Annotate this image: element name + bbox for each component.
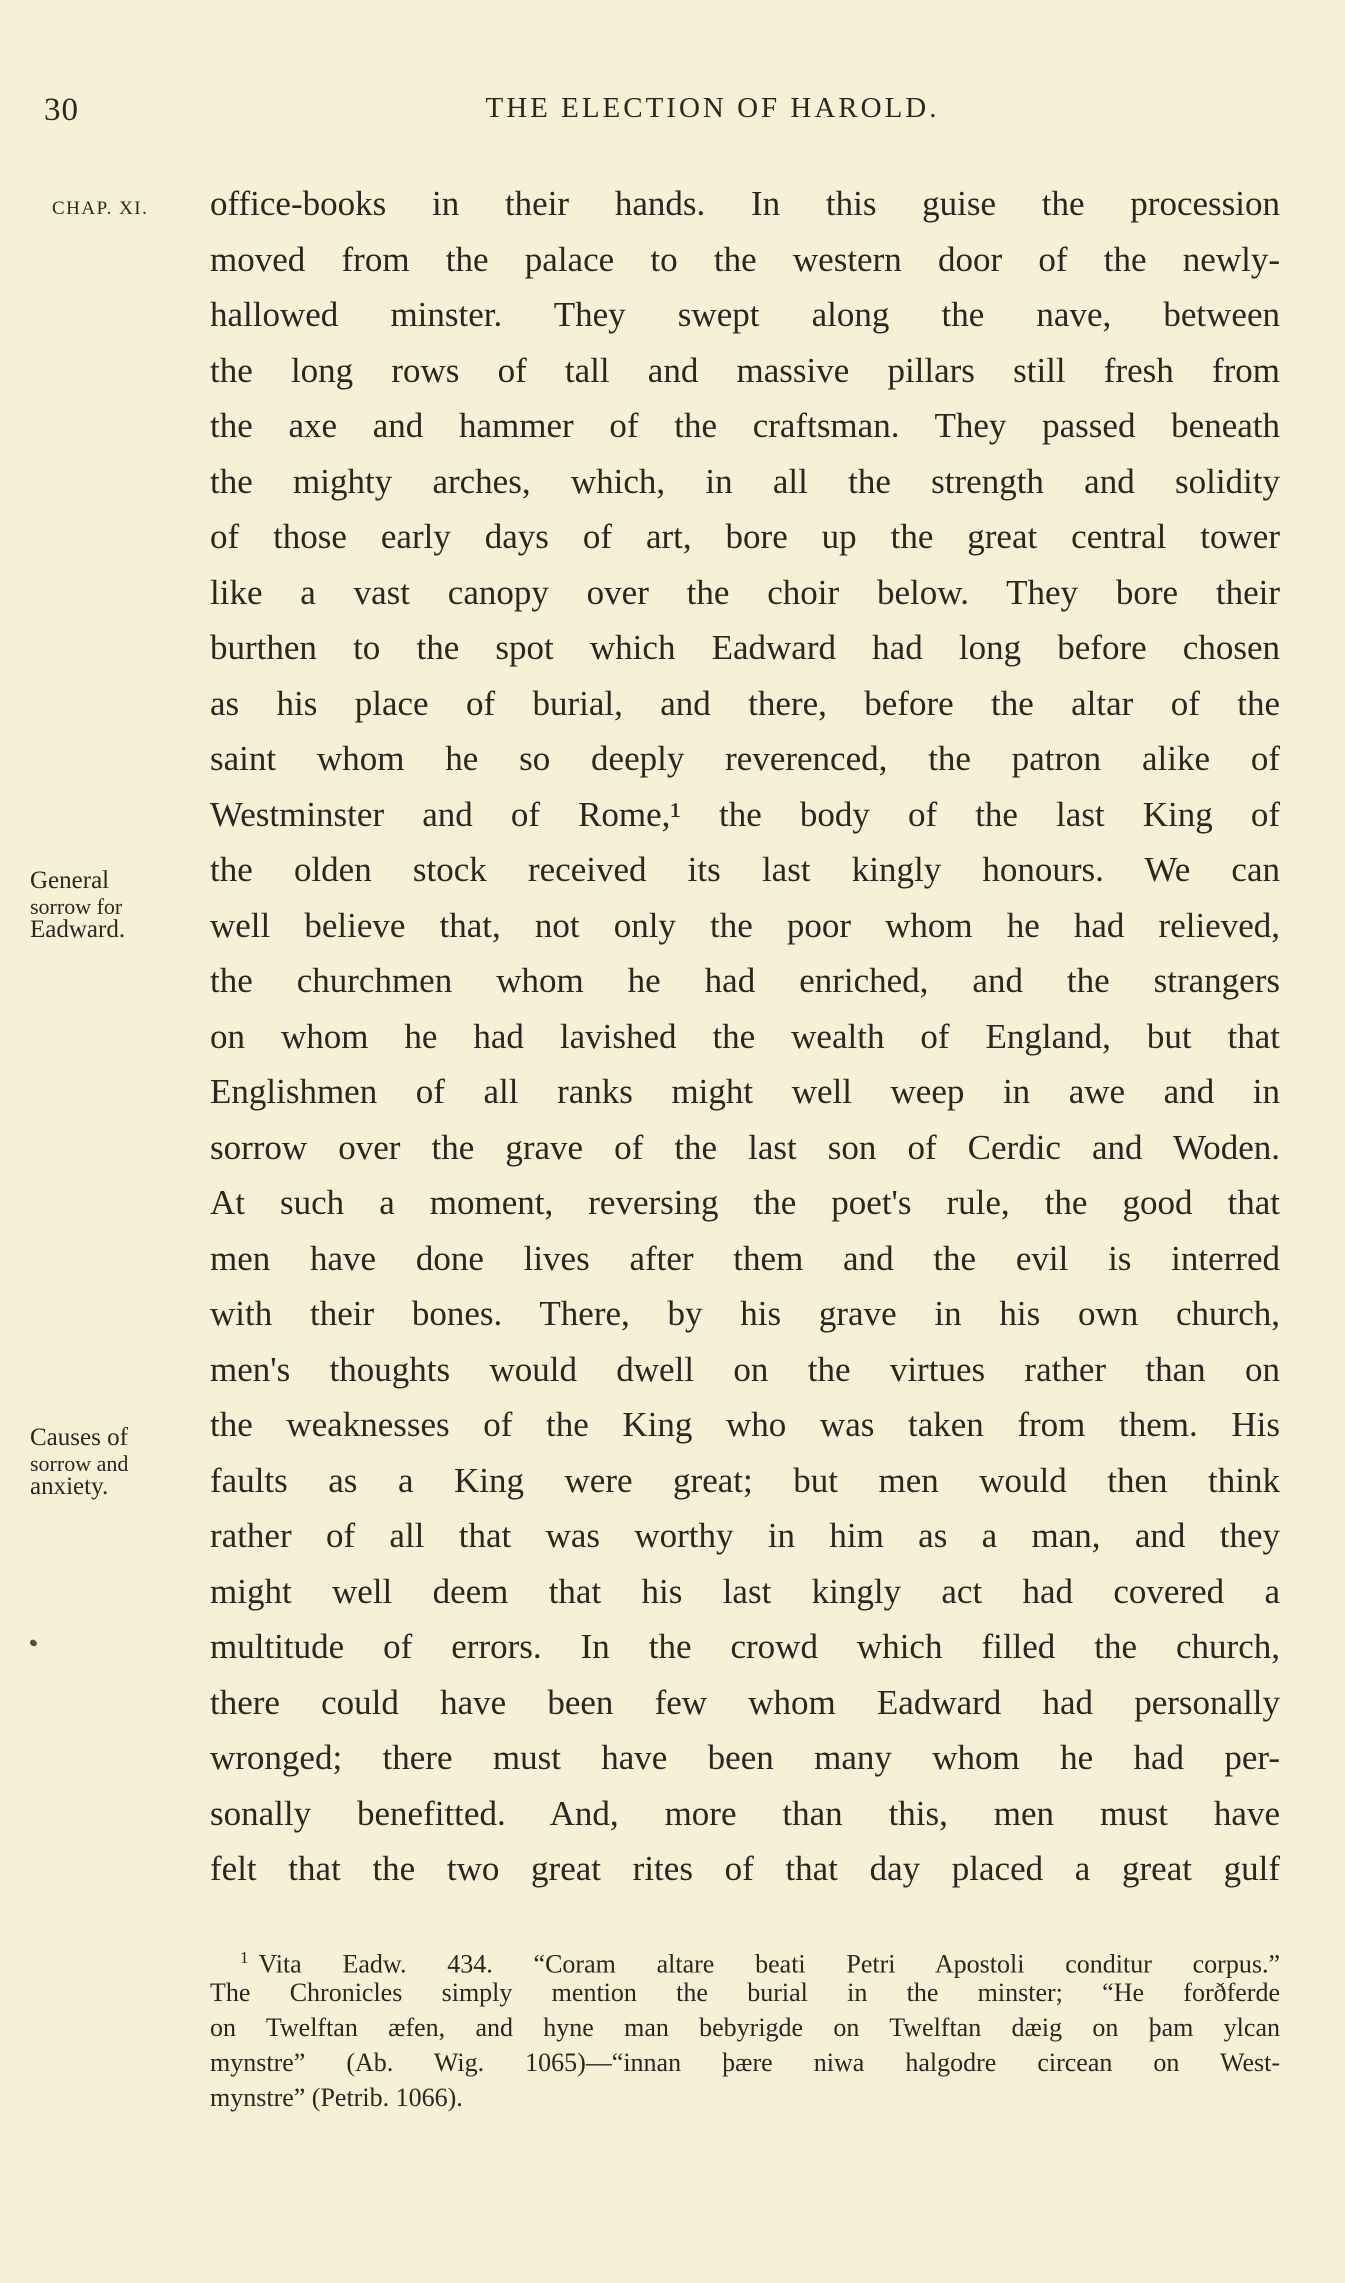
footnote-line: mynstre” (Petrib. 1066). [210, 2083, 463, 2112]
body-line: the axe and hammer of the craftsman. They passed beneath [210, 406, 1280, 445]
footnote-line [210, 1940, 1280, 1979]
sidenote-general-sorrow [30, 866, 200, 942]
footnote-text: Vita Eadw. 434. “Coram altare beati Petri Apostoli conditur corpus.” [258, 1949, 1280, 1979]
footnote-line: The Chronicles simply mention the burial in the minster; “He forðferde [210, 1978, 1280, 2007]
body-line: At such a moment, reversing the poet's rule, the good that [210, 1183, 1280, 1222]
running-head: THE ELECTION OF HAROLD. [485, 92, 940, 124]
body-line: hallowed minster. They swept along the nave, between [210, 295, 1280, 334]
body-line: wronged; there must have been many whom he had per- [210, 1738, 1280, 1777]
body-line: like a vast canopy over the choir below. They bore their [210, 572, 1280, 612]
body-text [210, 176, 1280, 1897]
body-line: burthen to the spot which Eadward had long before chosen [210, 628, 1280, 667]
body-line: on whom he had lavished the wealth of England, but that [210, 1016, 1280, 1056]
page-number: 30 [44, 92, 79, 128]
sidenote-line: General [30, 867, 110, 894]
sidenote-line: anxiety. [30, 1473, 109, 1500]
sidenote-line: sorrow for [30, 894, 123, 919]
body-line: saint whom he so deeply reverenced, the patron alike of [210, 739, 1280, 778]
body-line: the churchmen whom he had enriched, and the strangers [210, 961, 1280, 1000]
body-line: rather of all that was worthy in him as a man, and they [210, 1516, 1280, 1555]
body-line: office-books in their hands. In this guise the procession [210, 184, 1280, 223]
footnotes [210, 1940, 1280, 2115]
sidenote-causes-of-sorrow [30, 1423, 200, 1499]
ink-speck [29, 1639, 38, 1647]
body-line: the weaknesses of the King who was taken from them. His [210, 1405, 1280, 1444]
body-line: of those early days of art, bore up the great central tower [210, 517, 1280, 556]
footnote-line: mynstre” (Ab. Wig. 1065)—“innan þære niwa halgodre circean on West- [210, 2048, 1280, 2077]
footnote-line: on Twelftan æfen, and hyne man bebyrigde on Twelftan dæig on þam ylcan [210, 2013, 1280, 2042]
body-line: well believe that, not only the poor whom he had relieved, [210, 905, 1280, 945]
body-line: as his place of burial, and there, before the altar of the [210, 683, 1280, 723]
footnote-marker: 1 [240, 1948, 249, 1967]
body-line: Westminster and of Rome,¹ the body of the last King of [210, 794, 1280, 834]
body-line: sorrow over the grave of the last son of Cerdic and Woden. [210, 1127, 1280, 1167]
chapter-label: CHAP. XI. [52, 198, 149, 219]
body-line: the long rows of tall and massive pillars still fresh from [210, 350, 1280, 390]
body-line: sonally benefitted. And, more than this, men must have [210, 1793, 1280, 1833]
body-line: faults as a King were great; but men would then think [210, 1460, 1280, 1500]
sidenote-line: Causes of [30, 1424, 128, 1451]
body-line: multitude of errors. In the crowd which filled the church, [210, 1627, 1280, 1666]
sidenote-line: Eadward. [30, 916, 126, 943]
body-line: men have done lives after them and the evil is interred [210, 1238, 1280, 1278]
body-line: the mighty arches, which, in all the strength and solidity [210, 461, 1280, 501]
body-line: moved from the palace to the western door of the newly- [210, 239, 1280, 279]
body-line: Englishmen of all ranks might well weep in awe and in [210, 1072, 1280, 1111]
body-line: the olden stock received its last kingly honours. We can [210, 850, 1280, 889]
body-line: there could have been few whom Eadward had personally [210, 1682, 1280, 1722]
body-line: might well deem that his last kingly act had covered a [210, 1571, 1280, 1611]
body-line: men's thoughts would dwell on the virtues rather than on [210, 1349, 1280, 1389]
body-line: felt that the two great rites of that day placed a great gulf [210, 1849, 1280, 1888]
body-line: with their bones. There, by his grave in his own church, [210, 1294, 1280, 1333]
sidenote-line: sorrow and [30, 1451, 129, 1476]
